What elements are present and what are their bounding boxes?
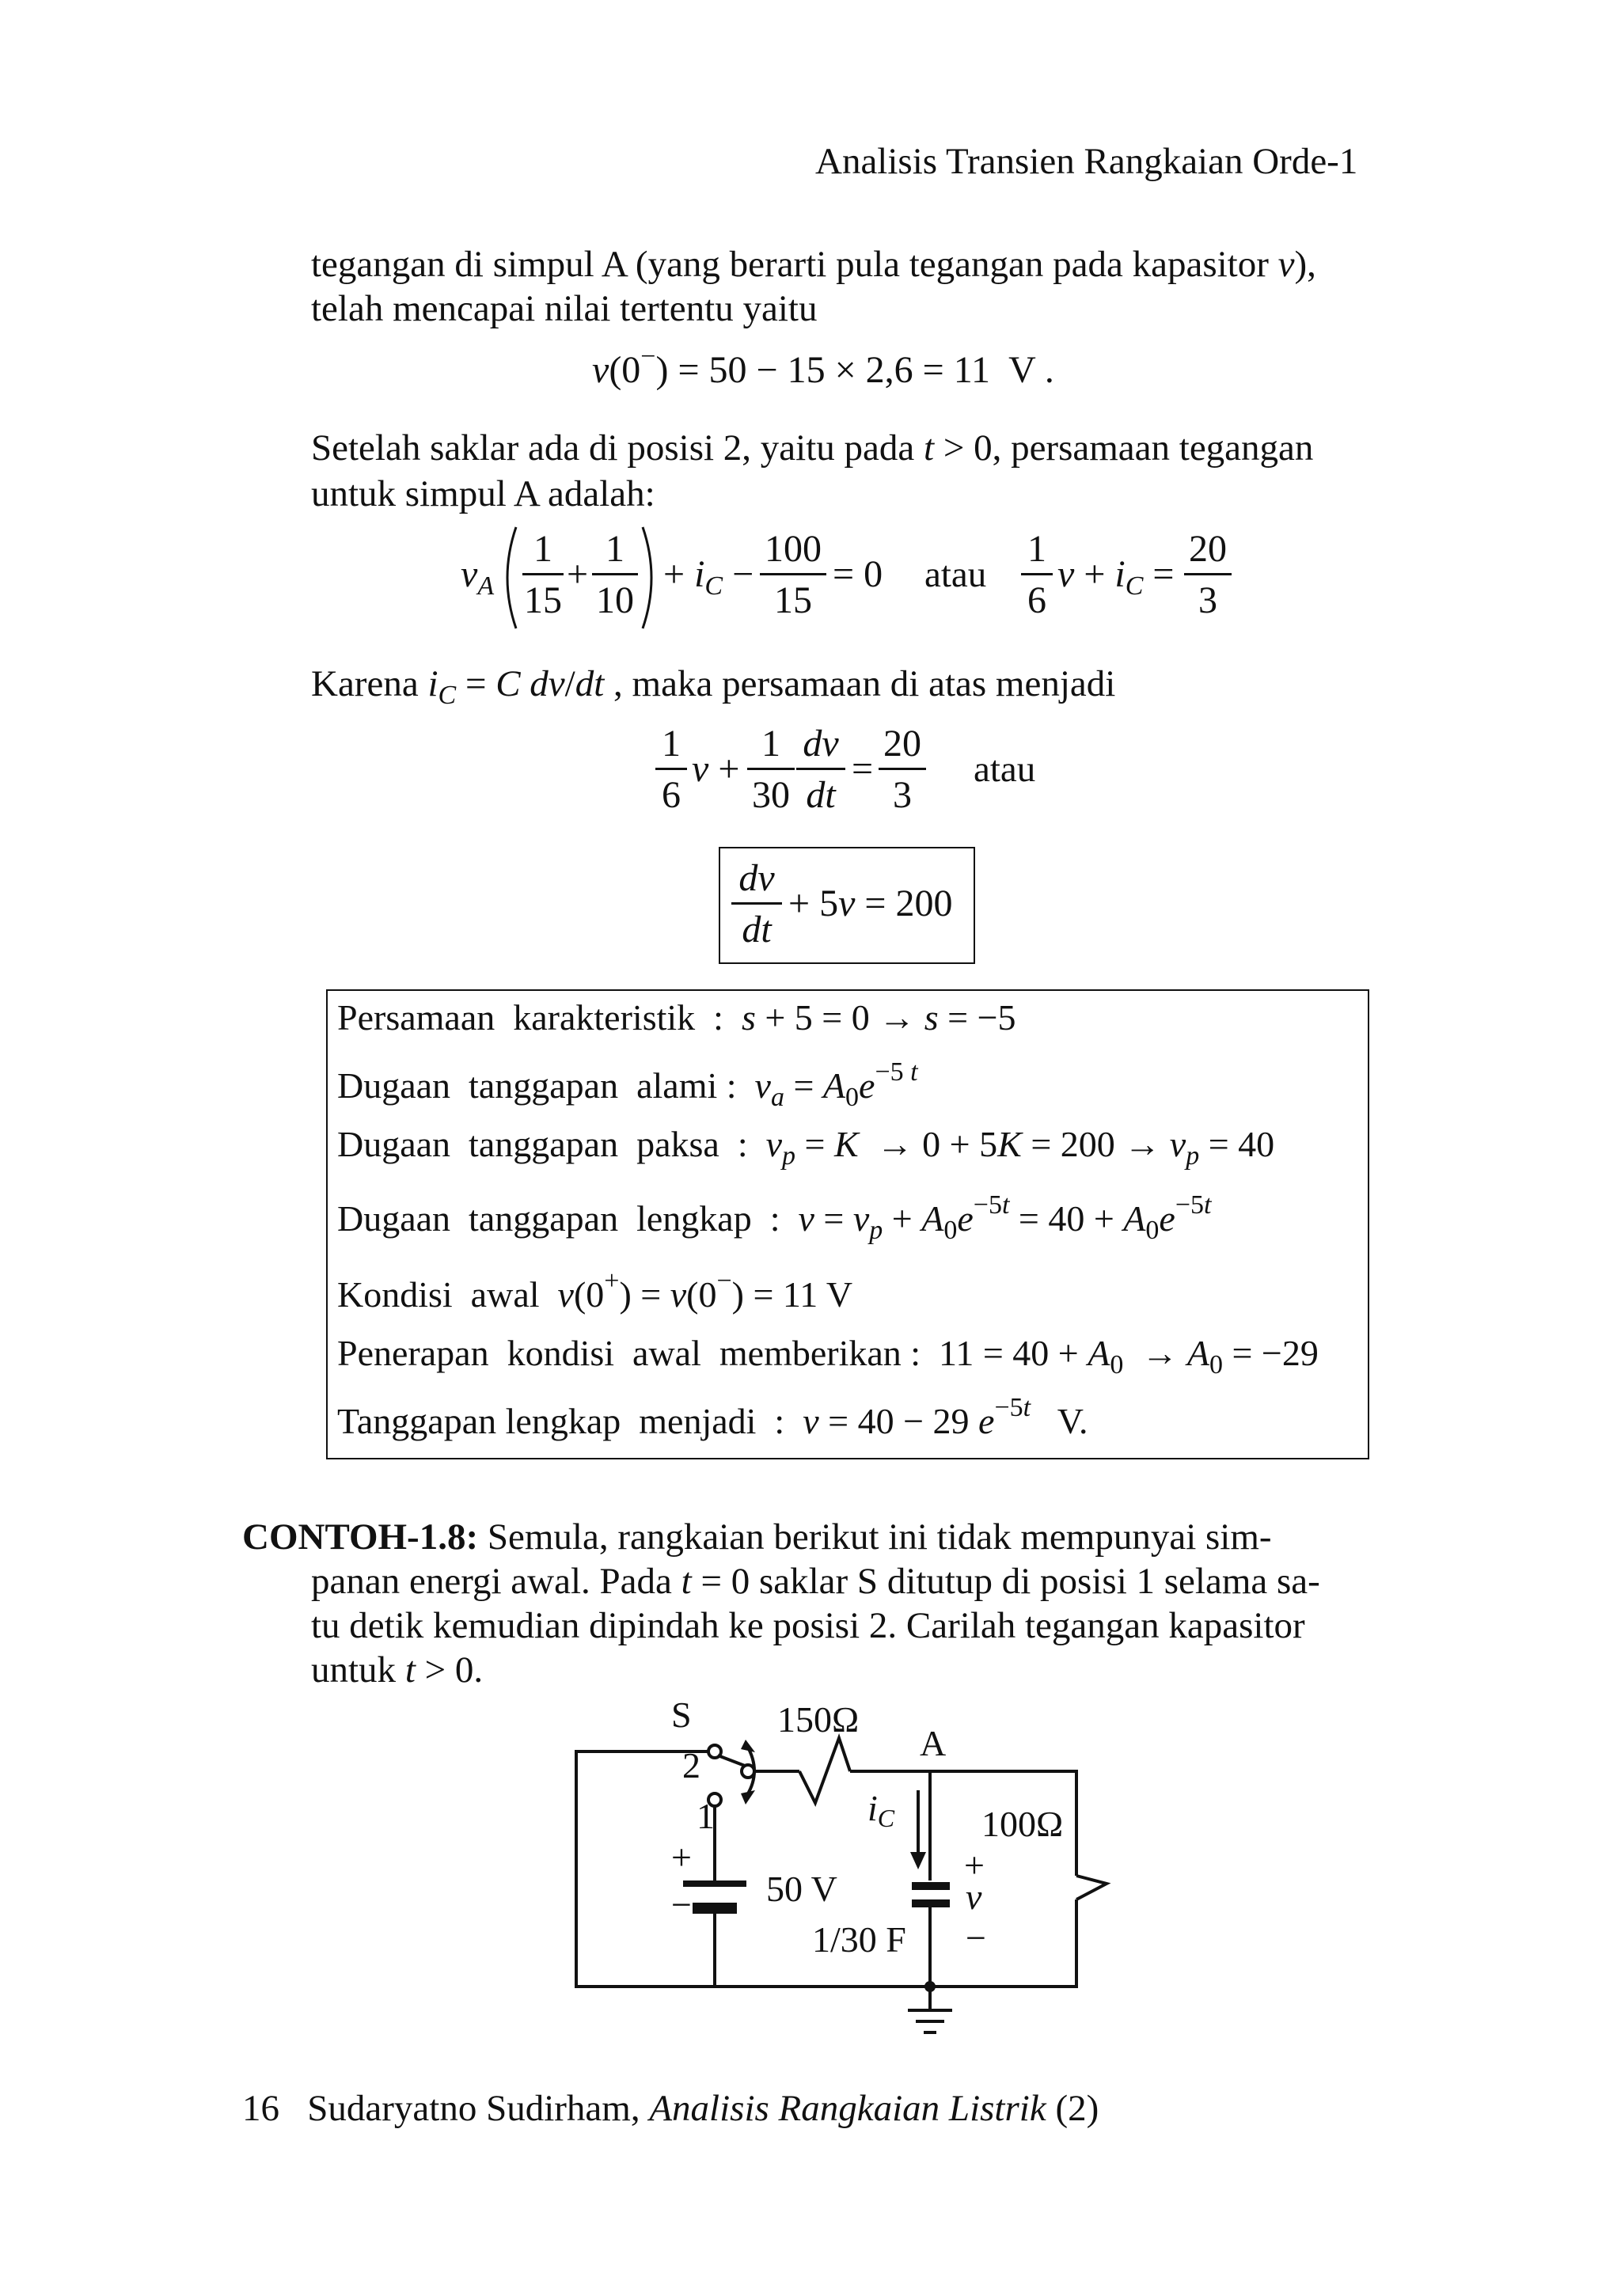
switch-blade: [718, 1755, 745, 1766]
fraction: $\frac{20}{3}$: [1184, 529, 1232, 621]
fraction: $\frac{100}{15}$: [760, 529, 826, 621]
paragraph-line: Karena $i_C = C$ dv/dt , maka persamaan di atas menjadi: [311, 663, 1116, 710]
fraction: $\frac{1}{6}$: [655, 723, 687, 816]
paragraph-line: Semula, rangkaian berikut ini tidak mempunyai sim-: [487, 1516, 1272, 1558]
battery-plate-short: [693, 1903, 737, 1914]
paragraph-line: panan energi awal. Pada t = 0 saklar S ditutup di posisi 1 selama sa-: [311, 1561, 1320, 1602]
example-label: CONTOH-1.8:: [242, 1516, 479, 1558]
switch-arrowhead: [741, 1740, 755, 1752]
fraction: $\frac{1}{30}$: [747, 723, 795, 816]
eq-term: = 0: [833, 553, 883, 595]
capacitor-plate: [912, 1899, 950, 1907]
ground-node: [924, 1981, 936, 1992]
eq-term: $v_A$: [461, 553, 495, 601]
node-a-label: A: [920, 1723, 947, 1763]
resistor-150-label: 150Ω: [777, 1699, 860, 1740]
switch-arrowhead: [741, 1790, 755, 1805]
eq-term: v +: [692, 748, 740, 790]
footer-volume: (2): [1055, 2088, 1099, 2129]
switch-pos-1: 1: [697, 1796, 715, 1836]
solution-line: Penerapan kondisi awal memberikan : $11 = 40 + A_0 \to A_0 = -29$: [337, 1333, 1319, 1379]
solution-line: Kondisi awal v(0+) = v(0−) = 11 V: [337, 1266, 853, 1315]
paragraph-line: Setelah saklar ada di posisi 2, yaitu pada t > 0, persamaan tegangan: [311, 427, 1314, 469]
footer: [242, 2086, 1099, 2131]
source-minus: −: [671, 1884, 692, 1925]
solution-line: Tanggapan lengkap menjadi : v = 40 − 29 $e^{-5t}$ V.: [337, 1393, 1088, 1441]
fraction: $\frac{dv}{dt}$: [731, 858, 782, 951]
fraction: $\frac{20}{3}$: [879, 723, 926, 816]
source-label: 50 V: [766, 1869, 837, 1909]
paragraph-line: untuk t > 0.: [311, 1649, 484, 1691]
eq-term: $v + i_C$ =: [1057, 553, 1175, 601]
solution-line: Dugaan tanggapan paksa : $v_p = K \to 0 + 5K = 200 \to v_p = 40$: [337, 1124, 1275, 1171]
running-header: Analisis Transien Rangkaian Orde-1: [815, 141, 1358, 182]
voltage-plus: +: [964, 1845, 985, 1885]
paragraph-line: tegangan di simpul A (yang berarti pula tegangan pada kapasitor v),: [311, 244, 1316, 285]
eq-word: atau: [924, 554, 987, 595]
footer-book-title: Analisis Rangkaian Listrik: [649, 2088, 1046, 2129]
voltage-minus: −: [966, 1918, 986, 1958]
battery-plate-long: [683, 1880, 746, 1887]
solution-line: Persamaan karakteristik : s + 5 = 0 → s = −5: [337, 997, 1016, 1038]
current-arrowhead: [910, 1852, 926, 1869]
solution-line: Dugaan tanggapan alami : $v_a = A_0e^{-5 t}$: [337, 1057, 918, 1112]
eq-word: atau: [974, 749, 1036, 790]
source-plus: +: [671, 1837, 692, 1877]
resistor-100-label: 100Ω: [981, 1804, 1064, 1844]
paragraph-line: untuk simpul A adalah:: [311, 473, 655, 514]
eq-term: +: [567, 553, 589, 595]
fraction: $\frac{1}{6}$: [1021, 529, 1053, 621]
footer-author: Sudaryatno Sudirham,: [307, 2088, 640, 2129]
paragraph-line: telah mencapai nilai tertentu yaitu: [311, 288, 818, 329]
resistor-150: [799, 1738, 850, 1803]
capacitor-label: 1/30 F: [812, 1919, 906, 1960]
capacitor-plate: [912, 1882, 950, 1890]
switch-pos-2: 2: [682, 1745, 700, 1786]
eq-term: =: [852, 748, 874, 790]
switch-arc: [747, 1746, 754, 1795]
fraction: $\frac{dv}{dt}$: [796, 723, 845, 816]
equation-initial-voltage: v(0−) = 50 − 15 × 2,6 = 11 V .: [592, 342, 1054, 391]
voltage-label: v: [966, 1877, 982, 1917]
resistor-100: [1076, 1876, 1107, 1899]
eq-term: + 5v = 200: [788, 882, 953, 924]
paragraph-line: tu detik kemudian dipindah ke posisi 2. Carilah tegangan kapasitor: [311, 1605, 1305, 1646]
eq-term: + $i_C$ −: [663, 553, 754, 601]
current-label: iC: [867, 1788, 895, 1832]
solution-line: Dugaan tanggapan lengkap : $v = v_p + A_0e^{-5t} = 40 + A_0e^{-5t}$: [337, 1190, 1212, 1245]
fraction: $\frac{1}{10}$: [592, 529, 638, 621]
switch-label: S: [671, 1694, 692, 1735]
fraction: $\frac{1}{15}$: [524, 528, 562, 621]
page-number: 16: [242, 2088, 279, 2129]
